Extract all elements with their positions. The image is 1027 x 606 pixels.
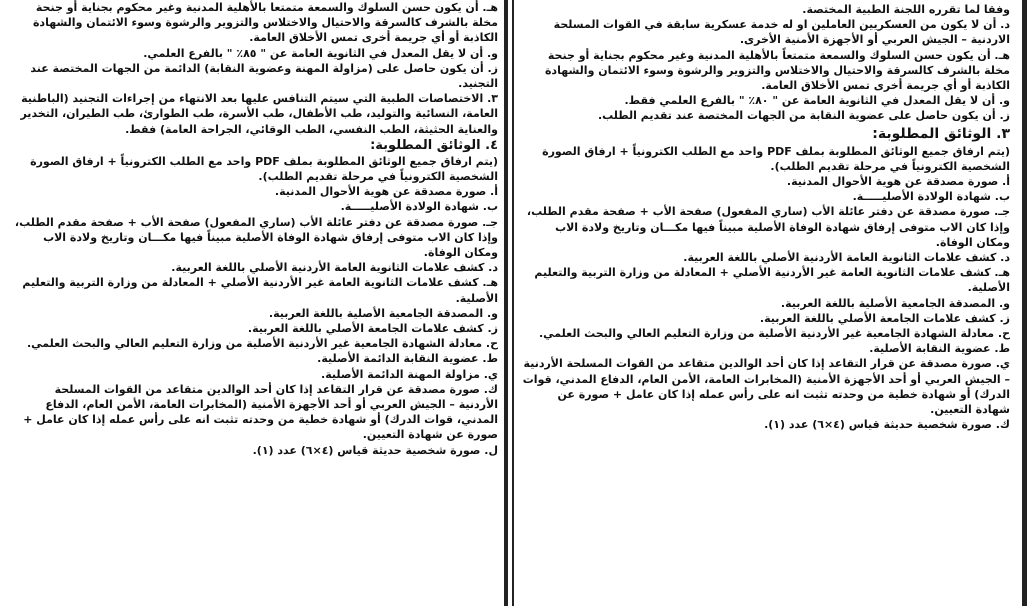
doc-item: ل. صورة شخصية حديثة قياس (٤×٦) عدد (١).	[252, 443, 498, 457]
text-line: و. أن لا يقل المعدل في الثانوية العامة عن " ٨٥٪ " بالفرع العلمي.	[143, 46, 498, 60]
doc-item: ز. كشف علامات الجامعة الأصلي باللغة العربية.	[247, 322, 498, 336]
text-line: وفقا لما تقرره اللجنة الطبية المختصة.	[802, 3, 1010, 16]
left-column	[0, 0, 508, 606]
right-column	[512, 0, 1027, 606]
text-line: هـ. أن يكون حسن السلوك والسمعة متمتعاً بالأهلية المدنية وغير محكوم بجناية أو جنحة مخلة بالشرف كالسرقة والاحتيال والاختلاس والتزوير والرشوة وسوء الائتمان والشهادة الكاذبة أو أي جريمة أخرى تمس الأخلاق العامة.	[544, 48, 1010, 93]
text-line: ز. أن يكون حاصل على (مزاولة المهنة وعضوية النقابة) الدائمة من الجهات المختصة عند التجنيد.	[30, 61, 498, 91]
doc-item: ي. صورة مصدقة عن قرار التقاعد إذا كان أحد الوالدين متقاعد من القوات المسلحة الأردنية – الجيش العربي أو أحد الأجهزة الأمنية (المخابرات العامة، الأمن العام، الدفاع المدني، قوات الدرك) أو شهادة خطية من وحدته تثبت انه على رأس عمله إذا كان عامل + صورة عن شهادة التعيين.	[522, 357, 1010, 417]
doc-item: و. المصدقة الجامعية الأصلية باللغة العربية.	[780, 296, 1010, 310]
doc-item: جـ. صورة مصدقة عن دفتر عائلة الأب (ساري المفعول) صفحة الأب + صفحة مقدم الطلب، وإذا كان الاب متوفى إرفاق شهادة الوفاة الأصلية مبيناً فيها مكـــان وتاريخ ولادة الاب ومكان الوفاة.	[14, 215, 498, 260]
text-line: هـ. أن يكون حسن السلوك والسمعة متمتعا بالأهلية المدنية وغير محكوم بجناية أو جنحة مخلة بالشرف كالسرقة والاحتيال والاختلاس والتزوير والرشوة وسوء الائتمان والشهادة الكاذبة أو أي جريمة أخرى تمس الأخلاق العامة.	[32, 1, 498, 45]
section-heading: ٤. الوثائق المطلوبة:	[370, 137, 498, 153]
docs-intro: (يتم ارفاق جميع الوثائق المطلوبة بملف PDF واحد مع الطلب الكترونياً + ارفاق الصورة الشخصية الكترونياً في مرحلة تقديم الطلب).	[30, 154, 498, 184]
doc-item: ح. معادلة الشهادة الجامعية غير الأردنية الأصلية من وزارة التعليم العالي والبحث العلمي.	[26, 337, 498, 351]
doc-item: د. كشف علامات الثانوية العامة الأردنية الأصلي باللغة العربية.	[683, 251, 1010, 265]
text-line: د. أن لا يكون من العسكريين العاملين او له خدمة عسكرية سابقة في القوات المسلحة الاردنية – الجيش العربي أو الأجهزة الأمنية الأخرى.	[553, 18, 1010, 47]
doc-item: ب. شهادة الولادة الأصليـــــة.	[852, 190, 1010, 204]
docs-intro: (يتم ارفاق جميع الوثائق المطلوبة بملف PDF واحد مع الطلب الكترونياً + ارفاق الصورة الشخصية الكترونياً في مرحلة تقديم الطلب).	[542, 144, 1010, 173]
doc-item: ط. عضوية النقابة الأصلية.	[869, 342, 1010, 356]
text-line: ٣. الاختصاصات الطبية التي سيتم التنافس عليها بعد الانتهاء من إجراءات التجنيد (الباطنية العامة، النسائية والتوليد، طب الأطفال، طب الأسرة، طب الطوارئ، طب الطيران، التخدير والعناية الحثيثة، الطب النفسي، الطب الوقائي، الجراحة العامة) فقط.	[20, 92, 498, 136]
doc-item: ط. عضوية النقابة الدائمة الأصلية.	[317, 352, 498, 366]
doc-item: ك. صورة مصدقة عن قرار التقاعد إذا كان أحد الوالدين متقاعد من القوات المسلحة الأردنية – الجيش العربي أو أحد الأجهزة الأمنية (المخابرات العامة، الأمن العام، الدفاع المدني، قوات الدرك) أو شهادة خطية من وحدته تثبت انه على رأس عمله إذا كان عامل + صورة عن شهادة التعيين.	[23, 382, 498, 442]
doc-item: أ. صورة مصدقة عن هوية الأحوال المدنية.	[786, 175, 1010, 189]
doc-item: ب. شهادة الولادة الأصليـــــة.	[340, 200, 498, 214]
doc-item: ح. معادلة الشهادة الجامعية غير الأردنية الأصلية من وزارة التعليم العالي والبحث العلمي.	[538, 327, 1010, 341]
doc-item: هـ. كشف علامات الثانوية العامة غير الأردنية الأصلي + المعادلة من وزارة التربية والتعليم الأصلية.	[534, 266, 1010, 295]
doc-item: هـ. كشف علامات الثانوية العامة غير الأردنية الأصلي + المعادلة من وزارة التربية والتعليم الأصلية.	[22, 276, 498, 305]
doc-item: ز. كشف علامات الجامعة الأصلي باللغة العربية.	[759, 311, 1010, 325]
doc-item: ك. صورة شخصية حديثة قياس (٤×٦) عدد (١).	[764, 418, 1010, 432]
doc-item: و. المصدقة الجامعية الأصلية باللغة العربية.	[268, 306, 498, 320]
doc-item: د. كشف علامات الثانوية العامة الأردنية الأصلي باللغة العربية.	[171, 261, 498, 275]
section-heading: ٣. الوثائق المطلوبة:	[872, 125, 1010, 142]
doc-item: أ. صورة مصدقة عن هوية الأحوال المدنية.	[274, 185, 498, 199]
text-line: ز. أن يكون حاصل على عضوية النقابة من الجهات المختصة عند تقديم الطلب.	[597, 109, 1010, 123]
doc-item: ي. مزاولة المهنة الدائمة الأصلية.	[321, 367, 498, 381]
doc-item: جـ. صورة مصدقة عن دفتر عائلة الأب (ساري المفعول) صفحة الأب + صفحة مقدم الطلب، وإذا كان الاب متوفى إرفاق شهادة الوفاة الأصلية مبيناً فيها مكـــان وتاريخ ولادة الاب ومكان الوفاة.	[526, 205, 1010, 249]
text-line: و. أن لا يقل المعدل في الثانوية العامة عن " ٨٠٪ " بالفرع العلمي فقط.	[624, 94, 1010, 108]
